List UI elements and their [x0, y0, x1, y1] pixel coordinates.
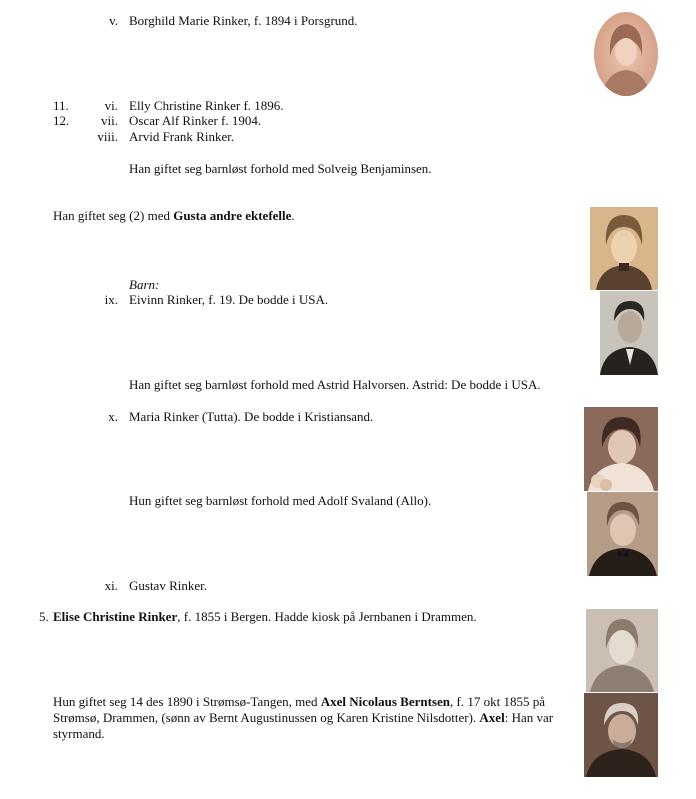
maria-marriage: Hun giftet seg barnløst forhold med Adolf Svaland (Allo). — [129, 493, 432, 508]
second-marriage: Han giftet seg (2) med Gusta andre ektefelle. — [53, 208, 295, 223]
spouse-axel: Axel Nicolaus Berntsen — [320, 694, 450, 709]
photo-borghild — [594, 12, 658, 96]
spouse-gusta: Gusta andre ektefelle — [173, 208, 292, 223]
number-vi: vi. — [104, 98, 118, 113]
photo-axel — [584, 693, 658, 777]
photo-eivinn — [600, 291, 658, 375]
elise-name: Elise Christine Rinker — [53, 609, 178, 624]
elise-entry: Elise Christine Rinker, f. 1855 i Bergen. Hadde kiosk på Jernbanen i Drammen. — [53, 609, 477, 624]
photo-elise — [586, 609, 658, 692]
child-borghild: Borghild Marie Rinker, f. 1894 i Porsgrund. — [129, 13, 358, 28]
number-x: x. — [108, 409, 118, 424]
number-v: v. — [109, 13, 118, 28]
child-gustav: Gustav Rinker. — [129, 578, 207, 593]
arvid-marriage: Han giftet seg barnløst forhold med Solveig Benjaminsen. — [129, 161, 432, 176]
number-xi: xi. — [104, 578, 118, 593]
number-vii: vii. — [101, 113, 118, 128]
elise-marriage-line1: Hun giftet seg 14 des 1890 i Strømsø-Tangen, med Axel Nicolaus Berntsen, f. 17 okt 1855 på — [53, 694, 545, 709]
ref-number-12: 12. — [53, 113, 70, 128]
photo-maria — [584, 407, 658, 491]
barn-label: Barn: — [129, 277, 160, 292]
child-oscar: Oscar Alf Rinker f. 1904. — [129, 113, 262, 128]
number-viii: viii. — [97, 129, 118, 144]
elise-number: 5. — [39, 609, 49, 624]
photo-gusta — [590, 207, 658, 290]
number-ix: ix. — [104, 292, 118, 307]
photo-adolf — [587, 492, 658, 576]
child-maria: Maria Rinker (Tutta). De bodde i Kristiansand. — [129, 409, 374, 424]
ref-number-11: 11. — [53, 98, 69, 113]
elise-marriage-line3: styrmand. — [53, 726, 105, 741]
eivinn-marriage: Han giftet seg barnløst forhold med Astrid Halvorsen. Astrid: De bodde i USA. — [129, 377, 541, 392]
child-eivinn: Eivinn Rinker, f. 19. De bodde i USA. — [129, 292, 329, 307]
child-arvid: Arvid Frank Rinker. — [129, 129, 235, 144]
elise-marriage-line2: Strømsø, Drammen, (sønn av Bernt Augustinussen og Karen Kristine Nilsdotter). Axel: Han var — [53, 710, 554, 725]
child-elly: Elly Christine Rinker f. 1896. — [129, 98, 284, 113]
